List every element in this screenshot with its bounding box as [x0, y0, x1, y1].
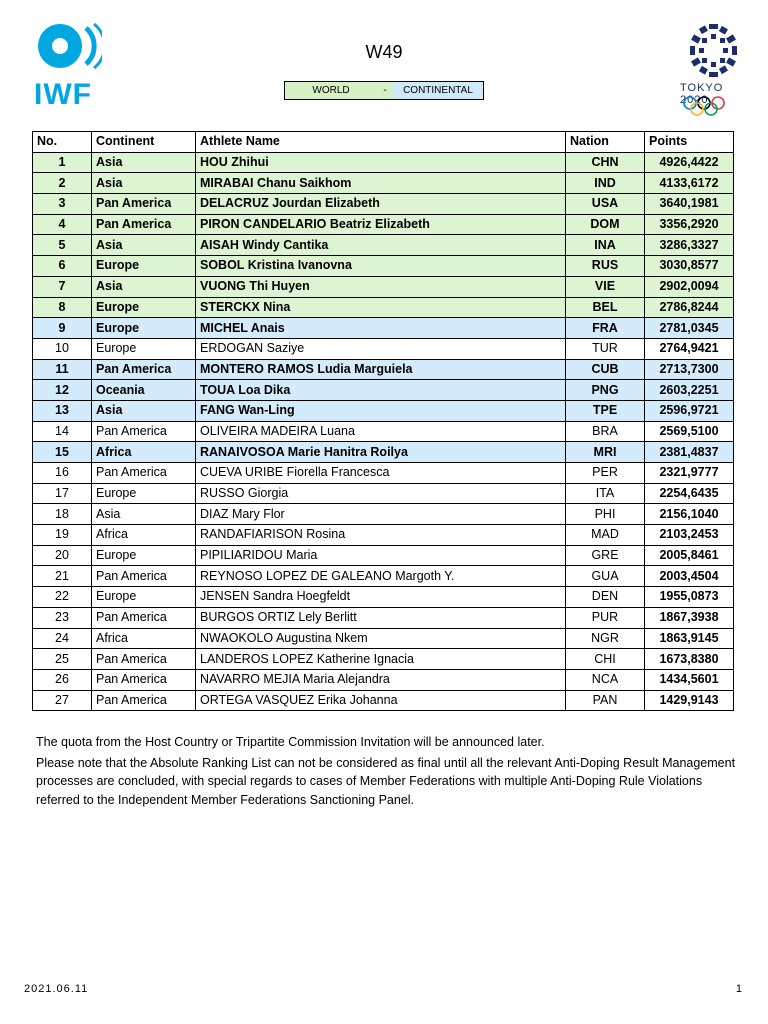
cell-points: 2764,9421 [645, 338, 734, 359]
cell-no: 22 [33, 587, 92, 608]
cell-athlete: LANDEROS LOPEZ Katherine Ignacia [196, 649, 566, 670]
cell-no: 21 [33, 566, 92, 587]
cell-no: 15 [33, 442, 92, 463]
cell-continent: Asia [92, 152, 196, 173]
cell-points: 2321,9777 [645, 463, 734, 484]
cell-athlete: PIRON CANDELARIO Beatriz Elizabeth [196, 214, 566, 235]
cell-points: 1434,5601 [645, 669, 734, 690]
cell-points: 2902,0094 [645, 276, 734, 297]
cell-nation: TPE [566, 400, 645, 421]
table-row [33, 338, 734, 359]
cell-nation: ITA [566, 483, 645, 504]
cell-points: 3030,8577 [645, 256, 734, 277]
cell-continent: Pan America [92, 214, 196, 235]
cell-nation: USA [566, 194, 645, 215]
cell-athlete: JENSEN Sandra Hoegfeldt [196, 587, 566, 608]
cell-points: 2781,0345 [645, 318, 734, 339]
cell-continent: Africa [92, 628, 196, 649]
cell-no: 27 [33, 690, 92, 711]
cell-no: 14 [33, 421, 92, 442]
cell-continent: Pan America [92, 690, 196, 711]
cell-points: 2254,6435 [645, 483, 734, 504]
cell-athlete: MONTERO RAMOS Ludia Marguiela [196, 359, 566, 380]
page-number: 1 [735, 983, 742, 995]
cell-athlete: NWAOKOLO Augustina Nkem [196, 628, 566, 649]
cell-athlete: RUSSO Giorgia [196, 483, 566, 504]
table-row [33, 297, 734, 318]
table-row [33, 318, 734, 339]
cell-continent: Europe [92, 338, 196, 359]
cell-athlete: OLIVEIRA MADEIRA Luana [196, 421, 566, 442]
header-continent: Continent [92, 132, 196, 153]
cell-athlete: DELACRUZ Jourdan Elizabeth [196, 194, 566, 215]
cell-nation: MAD [566, 525, 645, 546]
iwf-wordmark: IWF [34, 78, 92, 111]
cell-no: 16 [33, 463, 92, 484]
cell-points: 3286,3327 [645, 235, 734, 256]
cell-no: 25 [33, 649, 92, 670]
header-nation: Nation [566, 132, 645, 153]
table-row [33, 442, 734, 463]
cell-points: 4926,4422 [645, 152, 734, 173]
cell-continent: Europe [92, 483, 196, 504]
cell-nation: PUR [566, 607, 645, 628]
cell-nation: PHI [566, 504, 645, 525]
cell-no: 7 [33, 276, 92, 297]
cell-points: 2103,2453 [645, 525, 734, 546]
cell-nation: GRE [566, 545, 645, 566]
cell-points: 4133,6172 [645, 173, 734, 194]
cell-no: 1 [33, 152, 92, 173]
cell-continent: Europe [92, 587, 196, 608]
tokyo-wordmark: TOKYO 2020 [680, 82, 724, 106]
cell-points: 2596,9721 [645, 400, 734, 421]
cell-continent: Africa [92, 442, 196, 463]
table-header-row [33, 132, 734, 153]
cell-no: 26 [33, 669, 92, 690]
cell-athlete: SOBOL Kristina Ivanovna [196, 256, 566, 277]
cell-nation: DOM [566, 214, 645, 235]
ranking-table [32, 131, 734, 711]
cell-continent: Asia [92, 276, 196, 297]
cell-nation: NGR [566, 628, 645, 649]
cell-athlete: RANAIVOSOA Marie Hanitra Roilya [196, 442, 566, 463]
cell-nation: CHI [566, 649, 645, 670]
table-row [33, 400, 734, 421]
cell-athlete: HOU Zhihui [196, 152, 566, 173]
table-row [33, 235, 734, 256]
cell-nation: PAN [566, 690, 645, 711]
cell-athlete: ERDOGAN Saziye [196, 338, 566, 359]
table-row [33, 628, 734, 649]
cell-no: 13 [33, 400, 92, 421]
cell-no: 3 [33, 194, 92, 215]
cell-nation: RUS [566, 256, 645, 277]
cell-continent: Pan America [92, 421, 196, 442]
cell-nation: FRA [566, 318, 645, 339]
cell-nation: DEN [566, 587, 645, 608]
cell-nation: MRI [566, 442, 645, 463]
cell-nation: BEL [566, 297, 645, 318]
legend-separator: - [377, 82, 393, 99]
table-row [33, 504, 734, 525]
table-row [33, 173, 734, 194]
table-row [33, 194, 734, 215]
cell-athlete: MICHEL Anais [196, 318, 566, 339]
cell-continent: Europe [92, 297, 196, 318]
cell-points: 1867,3938 [645, 607, 734, 628]
cell-points: 2003,4504 [645, 566, 734, 587]
cell-points: 1673,8380 [645, 649, 734, 670]
cell-points: 1863,9145 [645, 628, 734, 649]
cell-athlete: DIAZ Mary Flor [196, 504, 566, 525]
table-row [33, 669, 734, 690]
cell-continent: Pan America [92, 607, 196, 628]
table-row [33, 359, 734, 380]
cell-no: 10 [33, 338, 92, 359]
cell-nation: GUA [566, 566, 645, 587]
table-row [33, 587, 734, 608]
cell-no: 4 [33, 214, 92, 235]
table-row [33, 276, 734, 297]
cell-no: 24 [33, 628, 92, 649]
cell-continent: Oceania [92, 380, 196, 401]
footer-date: 2021.06.11 [24, 983, 89, 995]
cell-points: 1955,0873 [645, 587, 734, 608]
cell-athlete: MIRABAI Chanu Saikhom [196, 173, 566, 194]
tokyo-2020-logo [676, 22, 754, 118]
cell-continent: Asia [92, 235, 196, 256]
cell-continent: Asia [92, 504, 196, 525]
ranking-body [33, 152, 734, 711]
legend-world: WORLD [285, 82, 377, 99]
cell-no: 2 [33, 173, 92, 194]
cell-continent: Africa [92, 525, 196, 546]
cell-continent: Asia [92, 173, 196, 194]
cell-nation: PER [566, 463, 645, 484]
cell-no: 19 [33, 525, 92, 546]
cell-continent: Pan America [92, 649, 196, 670]
cell-continent: Europe [92, 545, 196, 566]
table-row [33, 152, 734, 173]
cell-points: 2381,4837 [645, 442, 734, 463]
legend-continental: CONTINENTAL [393, 82, 483, 99]
notes [36, 733, 736, 811]
cell-athlete: TOUA Loa Dika [196, 380, 566, 401]
table-row [33, 256, 734, 277]
cell-continent: Pan America [92, 194, 196, 215]
cell-nation: BRA [566, 421, 645, 442]
cell-nation: IND [566, 173, 645, 194]
cell-no: 17 [33, 483, 92, 504]
cell-athlete: RANDAFIARISON Rosina [196, 525, 566, 546]
header-athlete: Athlete Name [196, 132, 566, 153]
cell-nation: INA [566, 235, 645, 256]
cell-athlete: BURGOS ORTIZ Lely Berlitt [196, 607, 566, 628]
cell-points: 2156,1040 [645, 504, 734, 525]
cell-no: 11 [33, 359, 92, 380]
cell-nation: NCA [566, 669, 645, 690]
cell-continent: Pan America [92, 669, 196, 690]
cell-nation: CUB [566, 359, 645, 380]
cell-no: 8 [33, 297, 92, 318]
cell-continent: Pan America [92, 463, 196, 484]
table-row [33, 421, 734, 442]
cell-points: 2603,2251 [645, 380, 734, 401]
cell-no: 12 [33, 380, 92, 401]
cell-athlete: ORTEGA VASQUEZ Erika Johanna [196, 690, 566, 711]
table-row [33, 690, 734, 711]
cell-athlete: CUEVA URIBE Fiorella Francesca [196, 463, 566, 484]
cell-athlete: PIPILIARIDOU Maria [196, 545, 566, 566]
cell-nation: CHN [566, 152, 645, 173]
table-row [33, 483, 734, 504]
table-row [33, 214, 734, 235]
cell-points: 2005,8461 [645, 545, 734, 566]
header-points: Points [645, 132, 734, 153]
cell-points: 2786,8244 [645, 297, 734, 318]
cell-athlete: REYNOSO LOPEZ DE GALEANO Margoth Y. [196, 566, 566, 587]
cell-continent: Europe [92, 256, 196, 277]
quota-legend [284, 81, 484, 100]
note-anti-doping: Please note that the Absolute Ranking List can not be considered as final until all the relevant Anti-Doping Result Management processes are concluded, with special regards to cases of Member Federations with multiple Anti-Doping Rule Violations referred to the Independent Member Federations Sanctioning Panel. [36, 755, 736, 807]
cell-athlete: FANG Wan-Ling [196, 400, 566, 421]
cell-points: 1429,9143 [645, 690, 734, 711]
cell-no: 9 [33, 318, 92, 339]
cell-no: 20 [33, 545, 92, 566]
table-row [33, 545, 734, 566]
table-row [33, 566, 734, 587]
cell-athlete: AISAH Windy Cantika [196, 235, 566, 256]
cell-nation: VIE [566, 276, 645, 297]
cell-points: 3356,2920 [645, 214, 734, 235]
table-row [33, 607, 734, 628]
table-row [33, 380, 734, 401]
cell-continent: Pan America [92, 566, 196, 587]
header-no: No. [33, 132, 92, 153]
cell-athlete: STERCKX Nina [196, 297, 566, 318]
table-row [33, 525, 734, 546]
iwf-logo [30, 22, 102, 111]
cell-no: 5 [33, 235, 92, 256]
table-row [33, 463, 734, 484]
cell-athlete: VUONG Thi Huyen [196, 276, 566, 297]
cell-continent: Pan America [92, 359, 196, 380]
cell-nation: PNG [566, 380, 645, 401]
cell-points: 3640,1981 [645, 194, 734, 215]
cell-no: 18 [33, 504, 92, 525]
cell-points: 2713,7300 [645, 359, 734, 380]
olympic-rings-icon [680, 96, 750, 116]
weight-category-title: W49 [365, 42, 403, 62]
cell-no: 6 [33, 256, 92, 277]
cell-nation: TUR [566, 338, 645, 359]
cell-athlete: NAVARRO MEJIA Maria Alejandra [196, 669, 566, 690]
cell-no: 23 [33, 607, 92, 628]
note-quota: The quota from the Host Country or Tripartite Commission Invitation will be announced later. [36, 735, 545, 749]
cell-continent: Europe [92, 318, 196, 339]
table-row [33, 649, 734, 670]
cell-points: 2569,5100 [645, 421, 734, 442]
cell-continent: Asia [92, 400, 196, 421]
